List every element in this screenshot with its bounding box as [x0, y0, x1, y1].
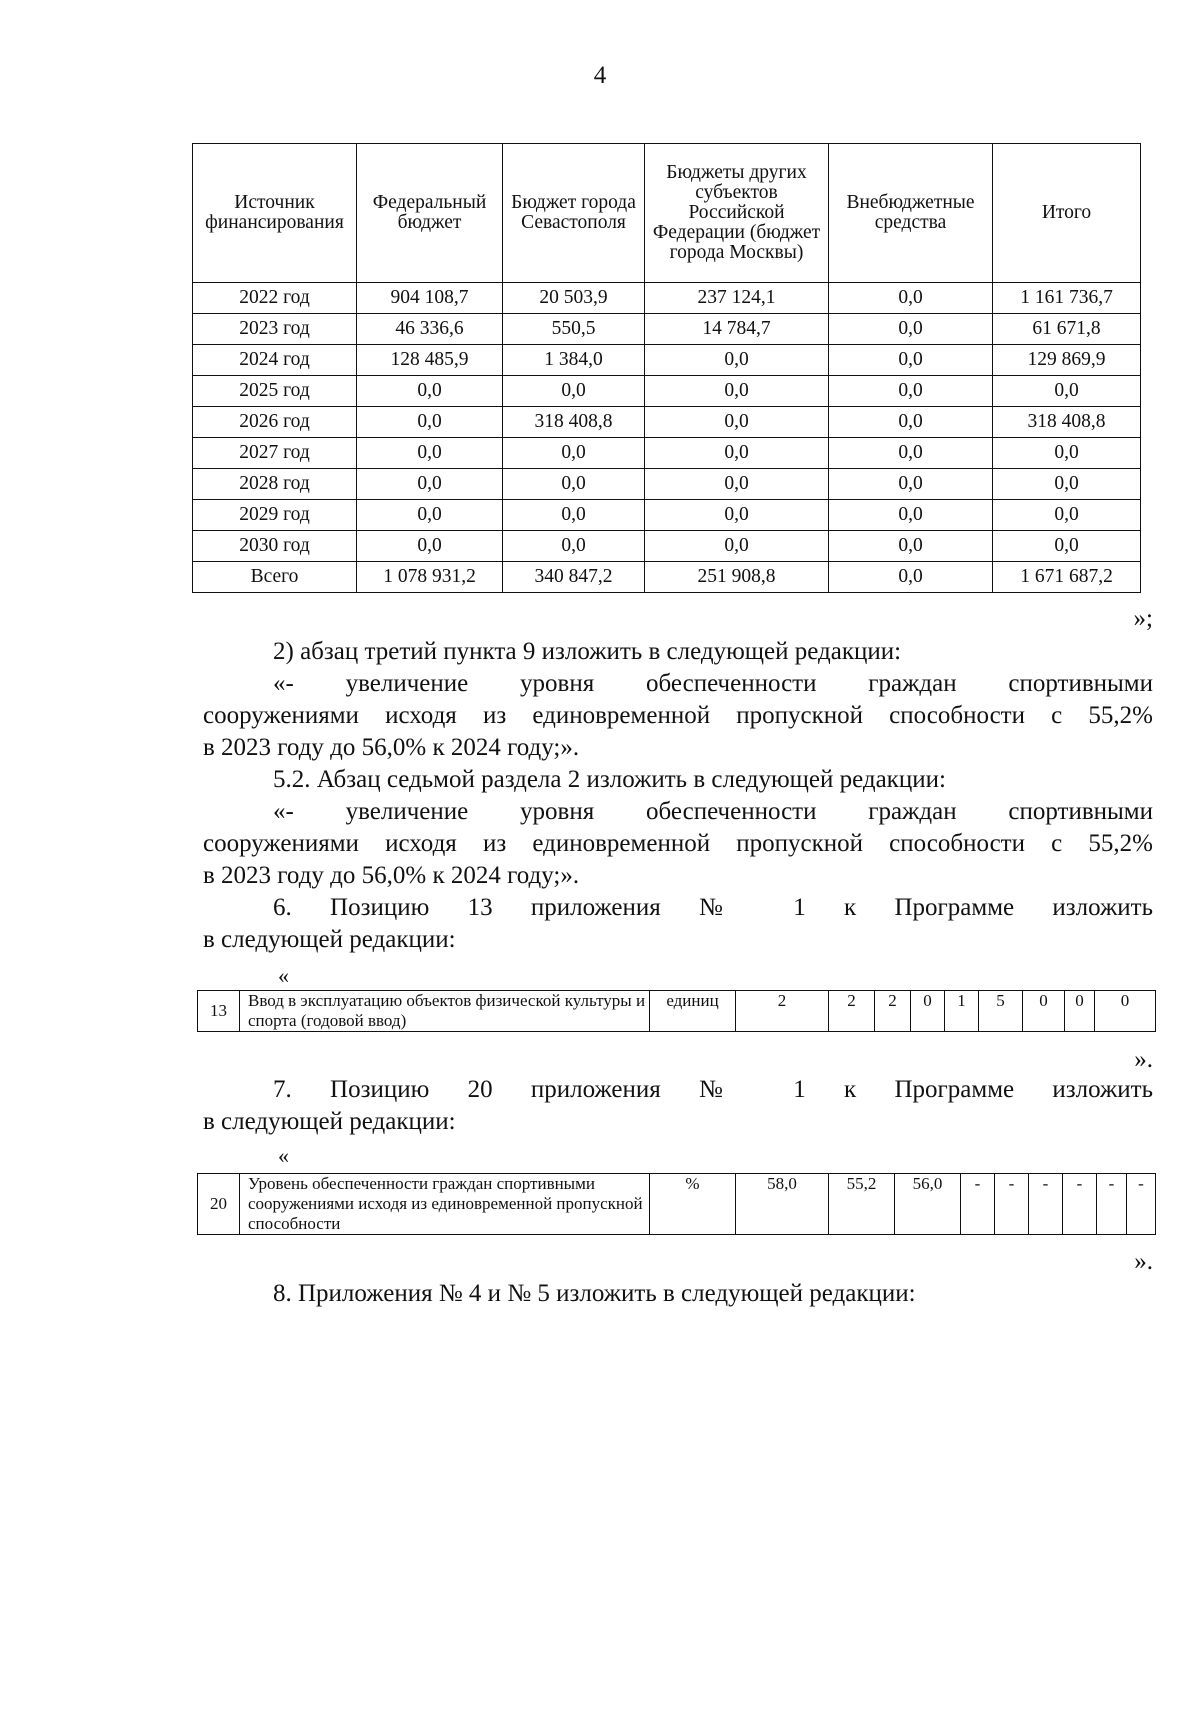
table-cell: 1 384,0: [503, 345, 645, 376]
table-cell: 0,0: [829, 562, 993, 593]
table-cell: 0,0: [503, 531, 645, 562]
header-federal: Федеральный бюджет: [357, 144, 503, 283]
table-cell: 0,0: [357, 469, 503, 500]
position-name: Ввод в эксплуатацию объектов физической культуры и спорта (годовой ввод): [240, 991, 650, 1032]
table-cell: 129 869,9: [993, 345, 1141, 376]
position-value: 55,2: [829, 1174, 895, 1235]
page-number: 4: [593, 62, 607, 89]
position-name: Уровень обеспеченности граждан спортивными сооружениями исходя из единовременной пропускной способности: [240, 1174, 650, 1235]
table-cell: 0,0: [993, 438, 1141, 469]
paragraph-line: в 2023 году до 56,0% к 2024 году;».: [203, 734, 580, 761]
position-value: 0: [1023, 991, 1065, 1032]
position-value: -: [1029, 1174, 1063, 1235]
table-row-label: 2026 год: [193, 407, 357, 438]
table-cell: 0,0: [357, 438, 503, 469]
paragraph-line: 7. Позицию 20 приложения № 1 к Программе изложить: [273, 1076, 1153, 1103]
table-row: [193, 314, 1141, 345]
position-value: -: [1127, 1174, 1156, 1235]
table-cell: 318 408,8: [993, 407, 1141, 438]
table-row-label: 2025 год: [193, 376, 357, 407]
table-row-label: 2024 год: [193, 345, 357, 376]
table-cell: 0,0: [357, 407, 503, 438]
paragraph-8: [203, 1278, 1153, 1310]
table-row-label: 2028 год: [193, 469, 357, 500]
paragraph-line: «- увеличение уровня обеспеченности граждан спортивными: [273, 670, 1153, 697]
paragraph-2: [203, 636, 1153, 764]
table-row-label: Всего: [193, 562, 357, 593]
position-number: 13: [198, 991, 240, 1032]
position-value: 0: [1065, 991, 1095, 1032]
position-row: [198, 991, 1156, 1032]
paragraph-line: 8. Приложения № 4 и № 5 изложить в следующей редакции:: [273, 1280, 916, 1307]
table-cell: 128 485,9: [357, 345, 503, 376]
position-value: -: [1063, 1174, 1097, 1235]
table-row: [193, 376, 1141, 407]
header-extrabudgetary: Внебюджетные средства: [829, 144, 993, 283]
position-row: [198, 1174, 1156, 1235]
table-cell: 318 408,8: [503, 407, 645, 438]
paragraph-line: «- увеличение уровня обеспеченности граждан спортивными: [273, 798, 1153, 825]
table-row-label: 2023 год: [193, 314, 357, 345]
position-value: 2: [736, 991, 829, 1032]
table-cell: 0,0: [503, 438, 645, 469]
table-row-label: 2029 год: [193, 500, 357, 531]
closing-quote: ».: [1134, 1046, 1153, 1073]
table-cell: 0,0: [829, 376, 993, 407]
table-cell: 0,0: [829, 469, 993, 500]
paragraph-line: в следующей редакции:: [203, 926, 456, 953]
header-source: Источник финансирования: [193, 144, 357, 283]
table-row: [193, 500, 1141, 531]
table-cell: 1 161 736,7: [993, 283, 1141, 314]
header-other-subjects: Бюджеты других субъектов Российской Федерации (бюджет города Москвы): [645, 144, 829, 283]
paragraph-line: сооружениями исходя из единовременной пропускной способности с 55,2%: [203, 830, 1153, 857]
position-unit: %: [650, 1174, 736, 1235]
paragraph-6: [203, 892, 1153, 956]
paragraph-line: 5.2. Абзац седьмой раздела 2 изложить в следующей редакции:: [273, 766, 946, 793]
table-cell: 0,0: [645, 438, 829, 469]
table-cell: 0,0: [645, 345, 829, 376]
position-value: 1: [945, 991, 979, 1032]
table-cell: 0,0: [829, 407, 993, 438]
table-header-row: [193, 144, 1141, 283]
table-row: [193, 469, 1141, 500]
position-unit: единиц: [650, 991, 736, 1032]
table-cell: 340 847,2: [503, 562, 645, 593]
opening-quote: «: [278, 963, 289, 988]
position-value: -: [961, 1174, 995, 1235]
table-cell: 904 108,7: [357, 283, 503, 314]
table-total-row: [193, 562, 1141, 593]
table-cell: 0,0: [829, 314, 993, 345]
table-row: [193, 283, 1141, 314]
position-20-table: [197, 1173, 1156, 1235]
paragraph-line: сооружениями исходя из единовременной пропускной способности с 55,2%: [203, 702, 1153, 729]
table-cell: 0,0: [357, 531, 503, 562]
table-cell: 550,5: [503, 314, 645, 345]
table-row: [193, 531, 1141, 562]
closing-quote: »;: [1133, 605, 1153, 632]
position-value: -: [1097, 1174, 1127, 1235]
table-cell: 0,0: [645, 376, 829, 407]
position-value: 5: [979, 991, 1023, 1032]
position-value: 0: [911, 991, 945, 1032]
table-cell: 0,0: [645, 407, 829, 438]
table-cell: 0,0: [829, 438, 993, 469]
closing-quote: ».: [1134, 1248, 1153, 1275]
table-cell: 0,0: [829, 531, 993, 562]
table-row-label: 2030 год: [193, 531, 357, 562]
table-cell: 1 671 687,2: [993, 562, 1141, 593]
table-cell: 0,0: [503, 500, 645, 531]
table-cell: 0,0: [645, 469, 829, 500]
paragraph-7: [203, 1074, 1153, 1138]
table-row: [193, 345, 1141, 376]
table-row-label: 2022 год: [193, 283, 357, 314]
table-row-label: 2027 год: [193, 438, 357, 469]
table-cell: 0,0: [993, 531, 1141, 562]
table-cell: 1 078 931,2: [357, 562, 503, 593]
table-row: [193, 438, 1141, 469]
table-cell: 0,0: [993, 469, 1141, 500]
table-cell: 14 784,7: [645, 314, 829, 345]
position-value: 0: [1095, 991, 1156, 1032]
position-value: 2: [829, 991, 875, 1032]
table-cell: 0,0: [645, 531, 829, 562]
position-value: 2: [875, 991, 911, 1032]
paragraph-line: 2) абзац третий пункта 9 изложить в следующей редакции:: [273, 638, 902, 665]
table-cell: 237 124,1: [645, 283, 829, 314]
table-cell: 251 908,8: [645, 562, 829, 593]
table-cell: 0,0: [503, 376, 645, 407]
position-number: 20: [198, 1174, 240, 1235]
table-cell: 0,0: [993, 376, 1141, 407]
table-cell: 20 503,9: [503, 283, 645, 314]
paragraph-line: в 2023 году до 56,0% к 2024 году;».: [203, 862, 580, 889]
table-cell: 46 336,6: [357, 314, 503, 345]
table-cell: 0,0: [357, 500, 503, 531]
table-cell: 0,0: [993, 500, 1141, 531]
position-value: -: [995, 1174, 1029, 1235]
table-cell: 61 671,8: [993, 314, 1141, 345]
opening-quote: «: [278, 1143, 289, 1168]
header-total: Итого: [993, 144, 1141, 283]
paragraph-5-2: [203, 764, 1153, 892]
table-cell: 0,0: [829, 500, 993, 531]
financing-table: [192, 143, 1141, 593]
position-value: 56,0: [895, 1174, 961, 1235]
paragraph-line: 6. Позицию 13 приложения № 1 к Программе изложить: [273, 894, 1153, 921]
table-cell: 0,0: [829, 345, 993, 376]
paragraph-line: в следующей редакции:: [203, 1108, 456, 1135]
table-cell: 0,0: [829, 283, 993, 314]
table-cell: 0,0: [357, 376, 503, 407]
table-row: [193, 407, 1141, 438]
table-cell: 0,0: [645, 500, 829, 531]
header-sevastopol: Бюджет города Севастополя: [503, 144, 645, 283]
table-cell: 0,0: [503, 469, 645, 500]
position-value: 58,0: [736, 1174, 829, 1235]
position-13-table: [197, 990, 1156, 1032]
